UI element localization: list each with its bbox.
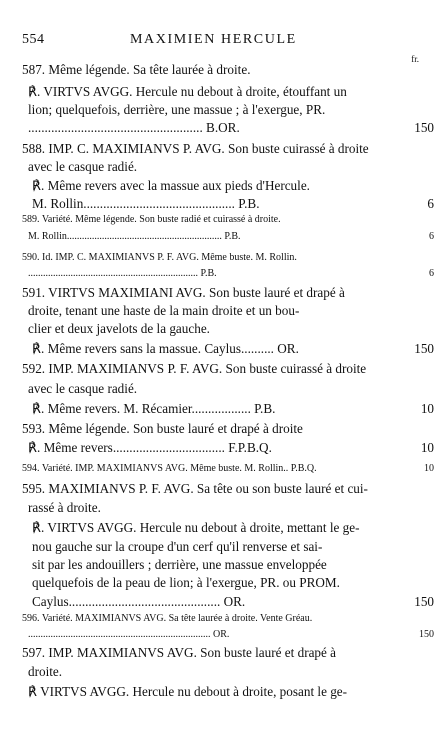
entry-text: ℟. Même revers avec la massue aux pieds d'Hercule. <box>32 178 310 193</box>
entry-text: avec le casque radié. <box>28 159 138 174</box>
entry-price: 150 <box>414 341 434 356</box>
entry-price: 150 <box>414 120 434 135</box>
entry-price: 6 <box>429 231 434 242</box>
entry-text: rassé à droite. <box>28 500 101 515</box>
entry-text: 588. IMP. C. MAXIMIANVS P. AVG. Son buste cuirassé à droite <box>22 141 369 156</box>
entry-price: 150 <box>414 594 434 609</box>
entry-text: avec le casque radié. <box>28 381 138 396</box>
running-head: MAXIMIEN HERCULE <box>130 32 297 47</box>
entry-text: sit par les andouillers ; derrière, une massue enveloppée <box>32 557 327 572</box>
entry-text: Caylus.............................................. OR. <box>32 594 246 609</box>
entry-text: ℟ VIRTVS AVGG. Hercule nu debout à droite, posant le ge- <box>28 684 348 699</box>
entry-text: 592. IMP. MAXIMIANVS P. F. AVG. Son buste cuirassé à droite <box>22 361 367 376</box>
column-head: fr. <box>411 54 419 64</box>
entry-text: .................................................................... P.B. <box>28 268 217 279</box>
entry-text: 589. Variété. Même légende. Son buste radié et cuirassé à droite. <box>22 214 281 225</box>
entry-text: ℟. VIRTVS AVGG. Hercule nu debout à droite, étouffant un <box>28 84 347 99</box>
entry-text: ℟. Même revers. M. Récamier.................. P.B. <box>32 401 276 416</box>
entry-text: 594. Variété. IMP. MAXIMIANVS AVG. Même buste. M. Rollin.. P.B.Q. <box>22 463 317 474</box>
entry-text: 591. VIRTVS MAXIMIANI AVG. Son buste lauré et drapé à <box>22 285 345 300</box>
page-number: 554 <box>22 32 45 47</box>
entry-price: 10 <box>420 440 434 455</box>
entry-text: ℟. VIRTVS AVGG. Hercule nu debout à droite, mettant le ge- <box>32 520 360 535</box>
entry-text: 590. Id. IMP. C. MAXIMIANVS P. F. AVG. Même buste. M. Rollin. <box>22 252 297 263</box>
entry-text: nou gauche sur la croupe d'un cerf qu'il renverse et sai- <box>32 539 323 554</box>
entry-text: 596. Variété. MAXIMIANVS AVG. Sa tête laurée à droite. Vente Gréau. <box>22 613 313 624</box>
entry-price: 10 <box>420 401 434 416</box>
entry-text: clier et deux javelots de la gauche. <box>28 321 210 336</box>
entry-text: 587. Même légende. Sa tête laurée à droite. <box>22 62 251 77</box>
entry-text: droite. <box>28 664 63 679</box>
entry-text: 597. IMP. MAXIMIANVS AVG. Son buste lauré et drapé à <box>22 645 337 660</box>
entry-text: 593. Même légende. Son buste lauré et drapé à droite <box>22 421 303 436</box>
entry-price: 150 <box>419 629 434 640</box>
entry-text: M. Rollin.............................................................. P.B. <box>28 231 241 242</box>
entry-text: ℟. Même revers sans la massue. Caylus.......... OR. <box>32 341 299 356</box>
entry-text: ℟. Même revers.................................. F.P.B.Q. <box>28 440 272 455</box>
entry-text: lion; quelquefois, derrière, une massue ; à l'exergue, PR. <box>28 102 326 117</box>
entry-price: 10 <box>424 463 434 474</box>
entry-price: 6 <box>429 268 434 279</box>
entry-text: 595. MAXIMIANVS P. F. AVG. Sa tête ou son buste lauré et cui- <box>22 481 368 496</box>
entry-price: 6 <box>427 196 434 211</box>
entry-text: M. Rollin.............................................. P.B. <box>32 196 260 211</box>
entry-text: droite, tenant une haste de la main droite et un bou- <box>28 303 300 318</box>
entry-text: ......................................................................... OR. <box>28 629 230 640</box>
entry-text: ..................................................... B.OR. <box>28 120 240 135</box>
entry-text: quelquefois de la peau de lion; à l'exergue, PR. ou PROM. <box>32 575 340 590</box>
